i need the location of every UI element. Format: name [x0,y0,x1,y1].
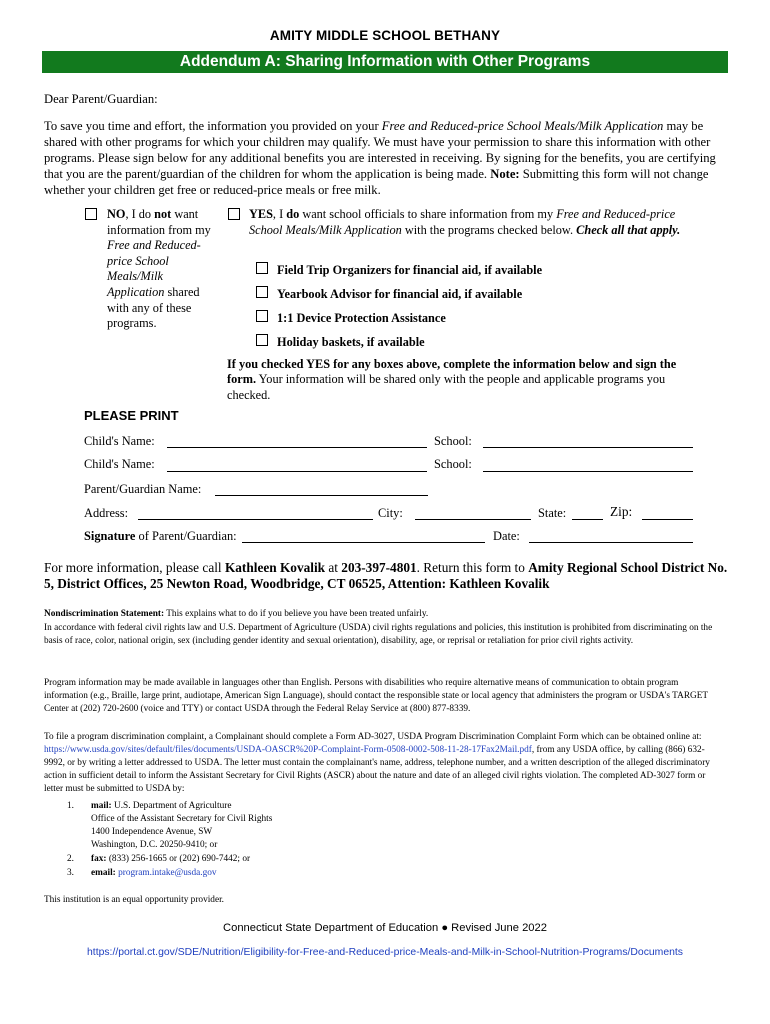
no-not: not [154,207,172,221]
fax-label: fax: [91,854,107,864]
mail-line: U.S. Department of Agriculture [111,801,232,811]
please-print-heading: PLEASE PRINT [84,408,179,423]
mail-line: 1400 Independence Avenue, SW [91,827,213,837]
child-name-input-2[interactable] [167,471,427,472]
no-application-name: Free and Reduced-price School Meals/Milk Application [107,238,201,299]
state-input[interactable] [572,519,603,520]
nondiscrimination-paragraph-1: In accordance with federal civil rights law and U.S. Department of Agriculture (USDA) civil rights regulations and policies, this institution is prohibited from discriminating on the basis of race, color, national origin, sex (including gender identity and sexual orientation), disability, age, or reprisal or retaliation for prior civil rights activity. [44,623,713,646]
contact-info [44,560,728,592]
complaint-text: , from any USDA office, by calling (866) 632-9992, or by writing a letter addressed to USDA. The letter must contain the complainant's name, address, telephone number, and a written description of the alleged discriminatory action in sufficient detail to inform the Assistant Secretary for Civil Rights (ASCR) about the nature and date of an alleged civil rights violation. The completed AD-3027 form or letter must be submitted to USDA by: [44,745,710,794]
mail-line: Office of the Assistant Secretary for Civil Rights [91,814,273,824]
intro-text: To save you time and effort, the information you provided on your [44,119,382,133]
program-label-holiday: Holiday baskets, if available [277,335,425,349]
yes-text: with the programs checked below. [401,222,577,237]
program-checkbox-field-trip[interactable] [256,262,268,274]
nondisc-heading-text: This explains what to do if you believe you have been treated unfairly. [164,609,429,619]
intro-application-name: Free and Reduced-price School Meals/Milk Application [381,119,664,133]
program-checkbox-holiday[interactable] [256,334,268,346]
contact-text: For more information, please call [44,560,225,575]
email-item [91,867,217,880]
program-checkbox-device[interactable] [256,310,268,322]
fax-item [91,853,250,866]
child-name-label-2: Child's Name: [84,457,155,471]
fax-numbers: (833) 256-1665 or (202) 690-7442; or [106,854,251,864]
mail-item [91,800,491,852]
school-input-1[interactable] [483,447,693,448]
signature-label-bold: Signature [84,529,136,543]
address-label: Address: [84,506,129,520]
parent-name-label: Parent/Guardian Name: [84,482,202,496]
no-checkbox[interactable] [85,208,97,220]
program-checkbox-yearbook[interactable] [256,286,268,298]
program-label-yearbook: Yearbook Advisor for financial aid, if available [277,287,523,301]
school-input-2[interactable] [483,471,693,472]
signature-label-text: of Parent/Guardian: [135,529,237,543]
yes-option-text [249,207,693,238]
city-label: City: [378,506,403,520]
instructions-text: Your information will be shared only with the people and applicable programs you checked. [227,372,666,402]
yes-text: want school officials to share information from my [299,207,557,221]
yes-application-name: Free and Reduced-price School Meals/Milk Application [249,207,676,237]
list-number-3: 3. [67,868,74,878]
program-label-device: 1:1 Device Protection Assistance [277,311,446,325]
nondiscrimination-paragraph-3 [44,731,724,796]
nondiscrimination-heading [44,608,724,621]
equal-opportunity-statement: This institution is an equal opportunity provider. [44,895,224,905]
intro-note-label: Note: [490,167,520,181]
email-link[interactable]: program.intake@usda.gov [118,868,217,878]
mail-label: mail: [91,801,112,811]
zip-label: Zip: [610,504,633,519]
city-input[interactable] [415,519,531,520]
state-label: State: [538,506,567,520]
nondisc-heading-label: Nondiscrimination Statement: [44,609,165,619]
child-name-input-1[interactable] [167,447,427,448]
yes-label: YES [249,207,273,221]
complaint-form-link[interactable]: https://www.usda.gov/sites/default/files/documents/USDA-OASCR%20P-Complaint-Form-0508-0002-508-11-28-17Fax2Mail.pdf [44,745,532,755]
email-label: email: [91,868,116,878]
no-text: want information from my [107,207,211,237]
school-label-1: School: [434,434,472,448]
signature-input[interactable] [242,542,485,543]
instructions-bold: If you checked YES for any boxes above, complete the information below and sign the form. [227,357,677,387]
child-name-label-1: Child's Name: [84,434,155,448]
footer-url [0,947,770,958]
contact-text: . Return this form to [416,560,529,575]
school-label-2: School: [434,457,472,471]
mail-line: Washington, D.C. 20250-9410; or [91,840,218,850]
intro-text: Submitting this form will not change whether your children get free or reduced-price meals or free milk. [44,167,709,197]
no-text: shared with any of these programs. [107,284,200,331]
date-input[interactable] [529,542,693,543]
yes-checkbox[interactable] [228,208,240,220]
return-address: Amity Regional School District No. 5, District Offices, 25 Newton Road, Woodbridge, CT 06525, Attention: Kathleen Kovalik [44,560,728,591]
intro-paragraph [44,118,728,198]
form-title-banner: Addendum A: Sharing Information with Other Programs [42,51,728,73]
yes-instructions [227,357,693,403]
footer-link[interactable]: https://portal.ct.gov/SDE/Nutrition/Eligibility-for-Free-and-Reduced-price-Meals-and-Milk-in-School-Nutrition-Programs/Documents [87,947,683,958]
contact-text: at [325,560,342,575]
intro-text: may be shared with other programs for which your children may qualify. We must have your permission to share this information with other programs. Please sign below for any additional benefits you are interested in receiving. By signing for the benefits, you are certifying that you are the parent/guardian of the children for whom the application is being made. [44,119,716,181]
footer-department: Connecticut State Department of Education ● Revised June 2022 [223,922,547,934]
complaint-text: To file a program discrimination complaint, a Complainant should complete a Form AD-3027, USDA Program Discrimination Complaint Form which can be obtained online at: [44,732,702,742]
nondiscrimination-paragraph-2: Program information may be made available in languages other than English. Persons with disabilities who require alternative means of communication to obtain program information (e.g., Braille, large print, audiotape, American Sign Language), should contact the responsible state or local agency that administers the program or USDA's TARGET Center at (202) 720-2600 (voice and TTY) or contact USDA through the Federal Relay Service at (800) 877-8339. [44,678,708,714]
check-all-instruction: Check all that apply. [576,222,681,237]
contact-name: Kathleen Kovalik [224,560,326,575]
no-label: NO [107,207,126,221]
list-number-2: 2. [67,854,74,864]
yes-text: , I [272,207,287,221]
parent-name-input[interactable] [215,495,428,496]
salutation: Dear Parent/Guardian: [44,92,158,106]
address-input[interactable] [138,519,373,520]
yes-do: do [286,207,300,221]
contact-phone: 203-397-4801 [341,560,417,575]
zip-input[interactable] [642,519,693,520]
school-name: AMITY MIDDLE SCHOOL BETHANY [269,28,501,43]
date-label: Date: [493,529,520,543]
list-number-1: 1. [67,801,74,811]
no-option-text [107,207,219,332]
signature-label [84,529,237,544]
no-text: , I do [125,207,155,221]
program-label-field-trip: Field Trip Organizers for financial aid, if available [277,263,543,277]
